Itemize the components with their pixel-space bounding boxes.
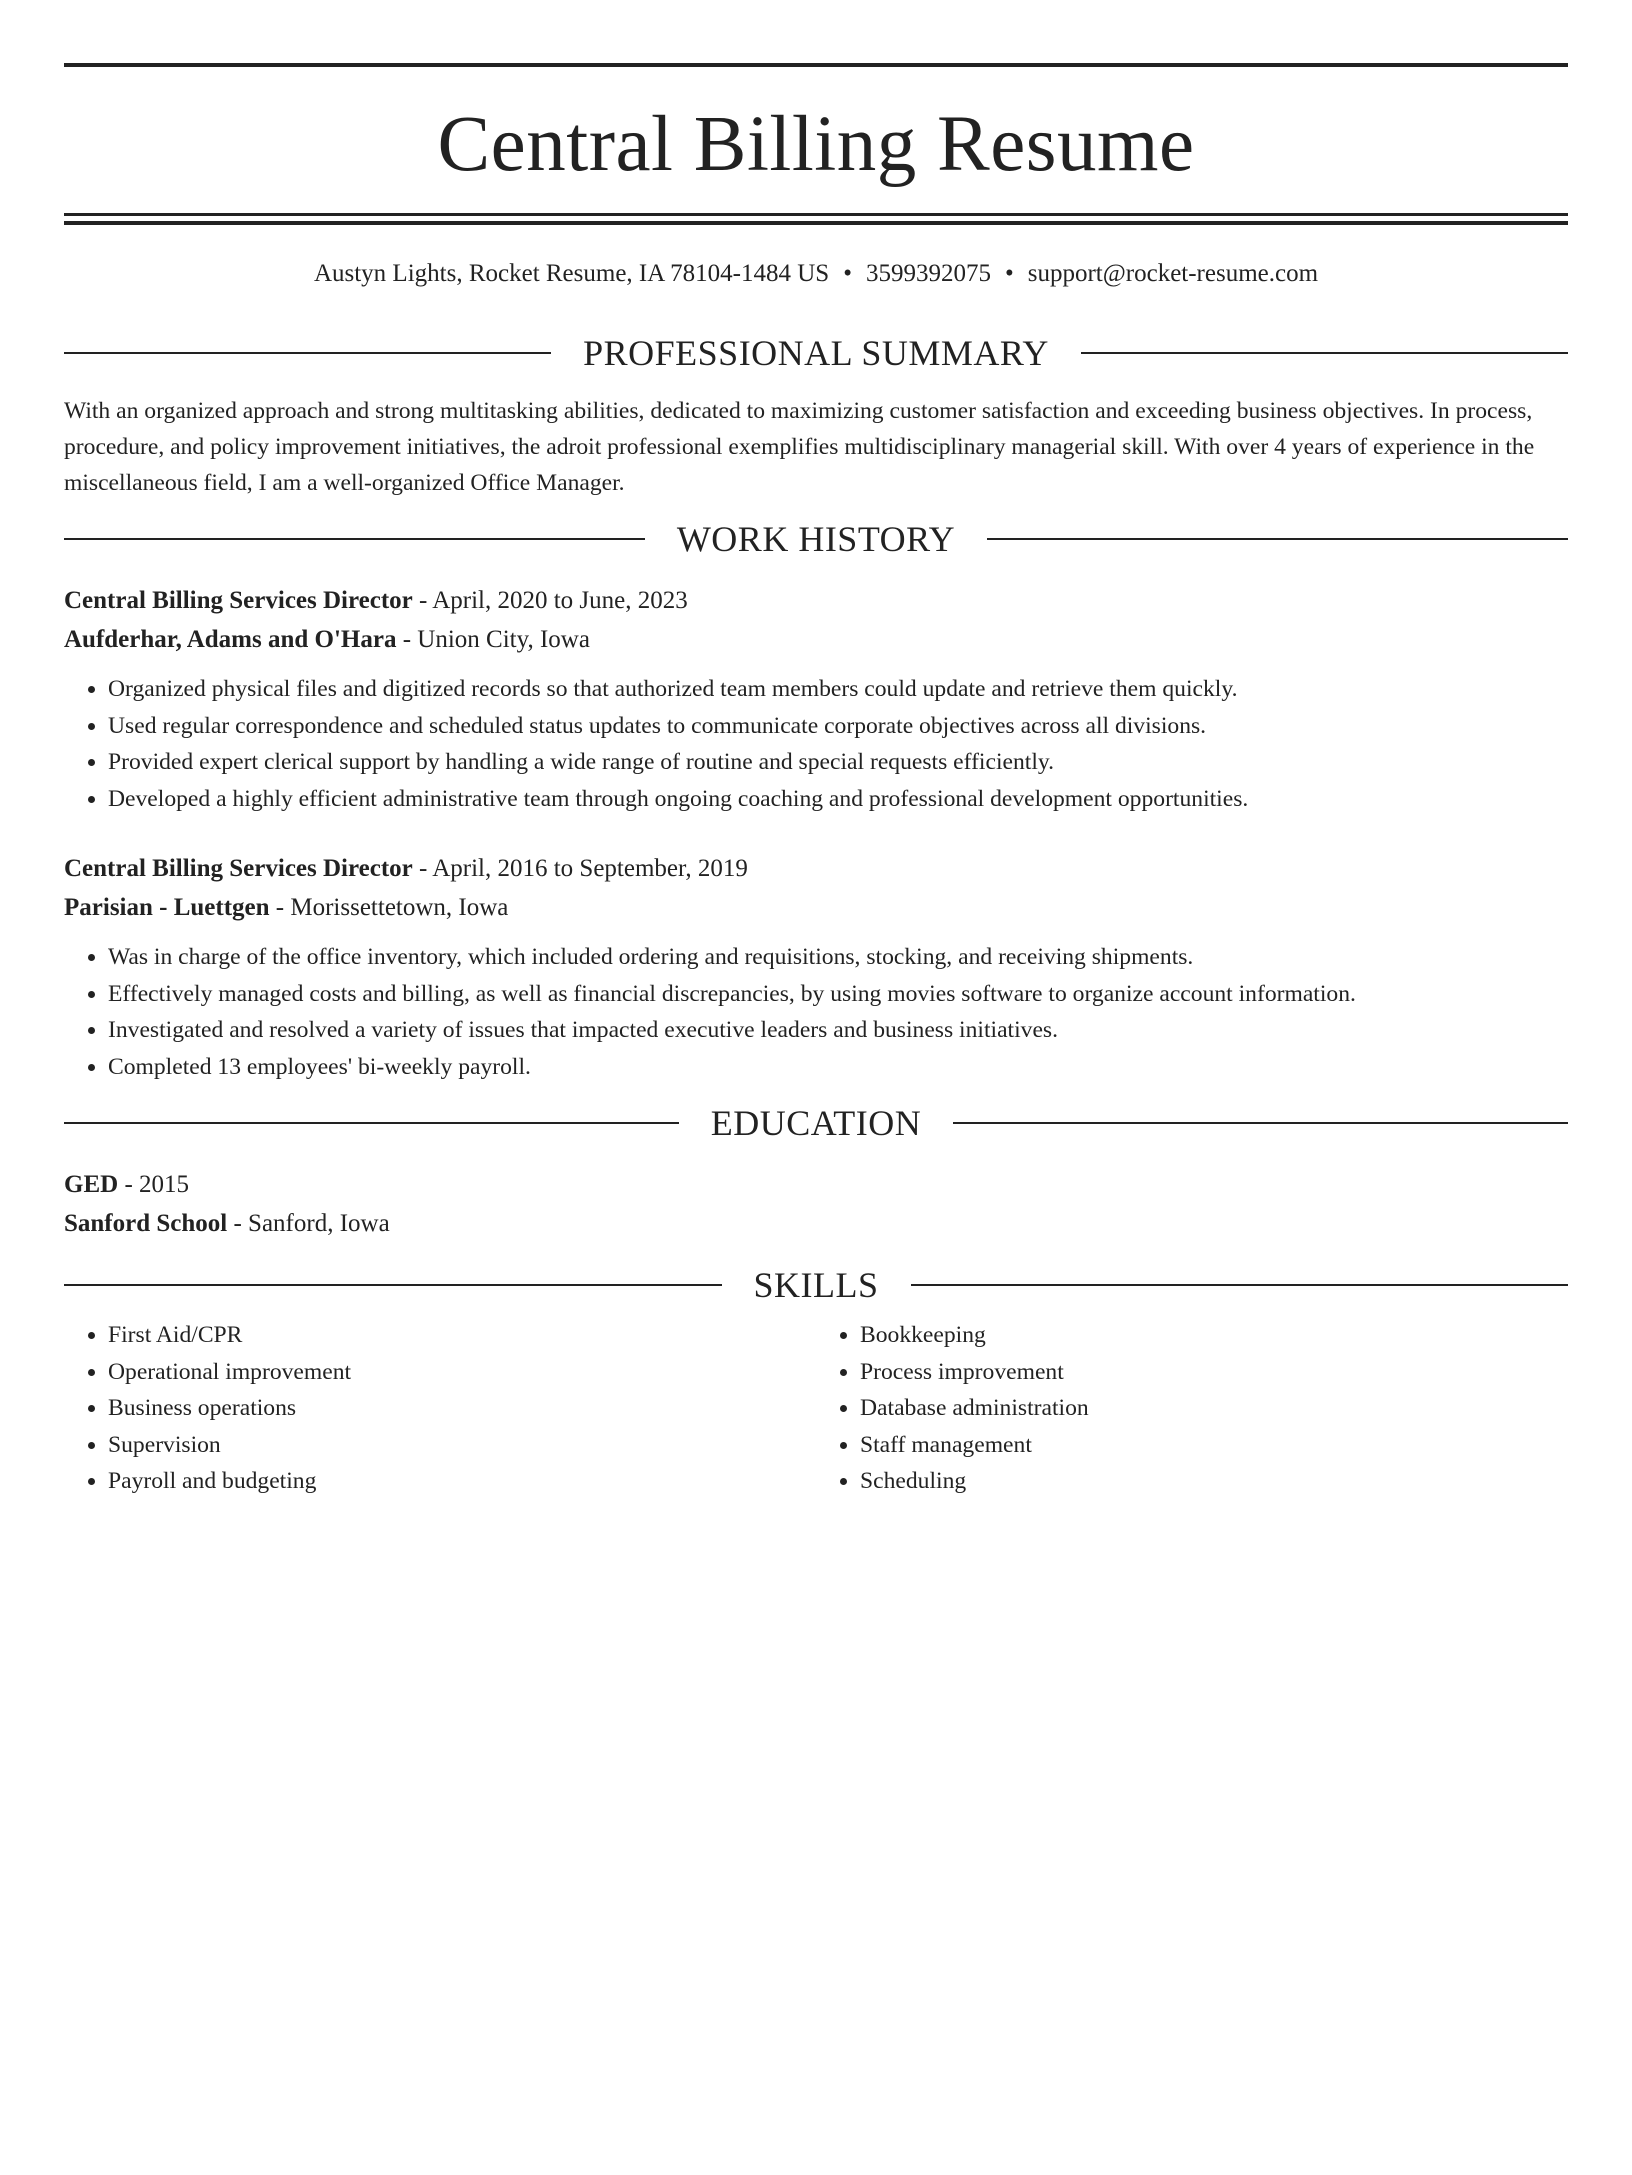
- education-entry: [64, 1165, 1568, 1243]
- job-title: Central Billing Services Director: [64, 855, 413, 882]
- job-entry: [64, 849, 1568, 1085]
- job-bullet: • Was in charge of the office inventory, which included ordering and requisitions, stocking, and receiving shipments.: [108, 939, 1568, 976]
- section-heading-summary: [64, 335, 1568, 371]
- education-location: - Sanford, Iowa: [227, 1210, 390, 1237]
- section-heading-skills: [64, 1267, 1568, 1303]
- document-title: Central Billing Resume: [437, 101, 1195, 188]
- job-bullet: • Completed 13 employees' bi-weekly payroll.: [108, 1049, 1568, 1086]
- heading-rule: [64, 1284, 722, 1286]
- skill-item: • First Aid/CPR: [108, 1317, 816, 1354]
- skill-item: • Staff management: [860, 1427, 1568, 1464]
- skill-item: • Business operations: [108, 1390, 816, 1427]
- top-rule: [64, 63, 1568, 67]
- section-title: EDUCATION: [710, 1103, 922, 1143]
- skill-item: • Supervision: [108, 1427, 816, 1464]
- heading-rule: [64, 538, 645, 540]
- job-title-line: [64, 581, 1568, 620]
- job-bullet: • Investigated and resolved a variety of issues that impacted executive leaders and business initiatives.: [108, 1012, 1568, 1049]
- education-school: Sanford School: [64, 1210, 228, 1237]
- job-dates: - April, 2016 to September, 2019: [412, 855, 748, 882]
- job-company-line: [64, 620, 1568, 659]
- job-bullets: [64, 671, 1568, 817]
- section-title: PROFESSIONAL SUMMARY: [583, 333, 1049, 373]
- job-entry: [64, 581, 1568, 817]
- heading-rule: [64, 352, 551, 354]
- job-bullet: • Provided expert clerical support by handling a wide range of routine and special requests efficiently.: [108, 744, 1568, 781]
- job-bullet: • Used regular correspondence and scheduled status updates to communicate corporate objectives across all divisions.: [108, 708, 1568, 745]
- job-bullet: • Effectively managed costs and billing, as well as financial discrepancies, by using movies software to organize account information.: [108, 976, 1568, 1013]
- job-bullets: [64, 939, 1568, 1085]
- education-degree-line: [64, 1165, 1568, 1204]
- title-double-rule: [64, 213, 1568, 225]
- skill-item: • Database administration: [860, 1390, 1568, 1427]
- heading-rule: [911, 1284, 1569, 1286]
- job-company: Aufderhar, Adams and O'Hara: [64, 626, 397, 653]
- section-heading-work-history: [64, 521, 1568, 557]
- skill-item: • Scheduling: [860, 1463, 1568, 1500]
- job-location: - Union City, Iowa: [396, 626, 590, 653]
- job-company: Parisian - Luettgen: [64, 894, 270, 921]
- job-title: Central Billing Services Director: [64, 587, 413, 614]
- education-school-line: [64, 1204, 1568, 1243]
- contact-email: support@rocket-resume.com: [1027, 260, 1319, 287]
- resume-page: [0, 63, 1632, 2175]
- section-heading-education: [64, 1105, 1568, 1141]
- education-year: - 2015: [118, 1171, 190, 1198]
- skills-list: [64, 1317, 1568, 1500]
- summary-text: With an organized approach and strong multitasking abilities, dedicated to maximizing customer satisfaction and exceeding business objectives. In process, procedure, and policy improvement initiatives, the adroit professional exemplifies multidisciplinary managerial skill. With over 4 years of experience in the miscellaneous field, I am a well-organized Office Manager.: [64, 398, 1535, 496]
- heading-rule: [1081, 352, 1568, 354]
- job-bullet: • Developed a highly efficient administrative team through ongoing coaching and professional development opportunities.: [108, 781, 1568, 818]
- skill-item: • Bookkeeping: [860, 1317, 1568, 1354]
- skill-item: • Process improvement: [860, 1354, 1568, 1391]
- skill-item: • Operational improvement: [108, 1354, 816, 1391]
- contact-line: [64, 259, 1568, 289]
- skills-column-right: [816, 1317, 1568, 1500]
- contact-address: Austyn Lights, Rocket Resume, IA 78104-1484 US: [313, 260, 830, 287]
- job-dates: - April, 2020 to June, 2023: [412, 587, 688, 614]
- skill-item: • Payroll and budgeting: [108, 1463, 816, 1500]
- job-location: - Morissettetown, Iowa: [269, 894, 509, 921]
- skills-column-left: [64, 1317, 816, 1500]
- contact-separator: •: [1004, 260, 1014, 287]
- job-title-line: [64, 849, 1568, 888]
- section-title: WORK HISTORY: [676, 519, 956, 559]
- contact-phone: 3599392075: [865, 260, 991, 287]
- heading-rule: [953, 1122, 1568, 1124]
- education-degree: GED: [64, 1171, 119, 1198]
- heading-rule: [987, 538, 1568, 540]
- heading-rule: [64, 1122, 679, 1124]
- job-bullet: • Organized physical files and digitized records so that authorized team members could update and retrieve them quickly.: [108, 671, 1568, 708]
- job-company-line: [64, 888, 1568, 927]
- contact-separator: •: [843, 260, 852, 287]
- section-title: SKILLS: [753, 1265, 879, 1305]
